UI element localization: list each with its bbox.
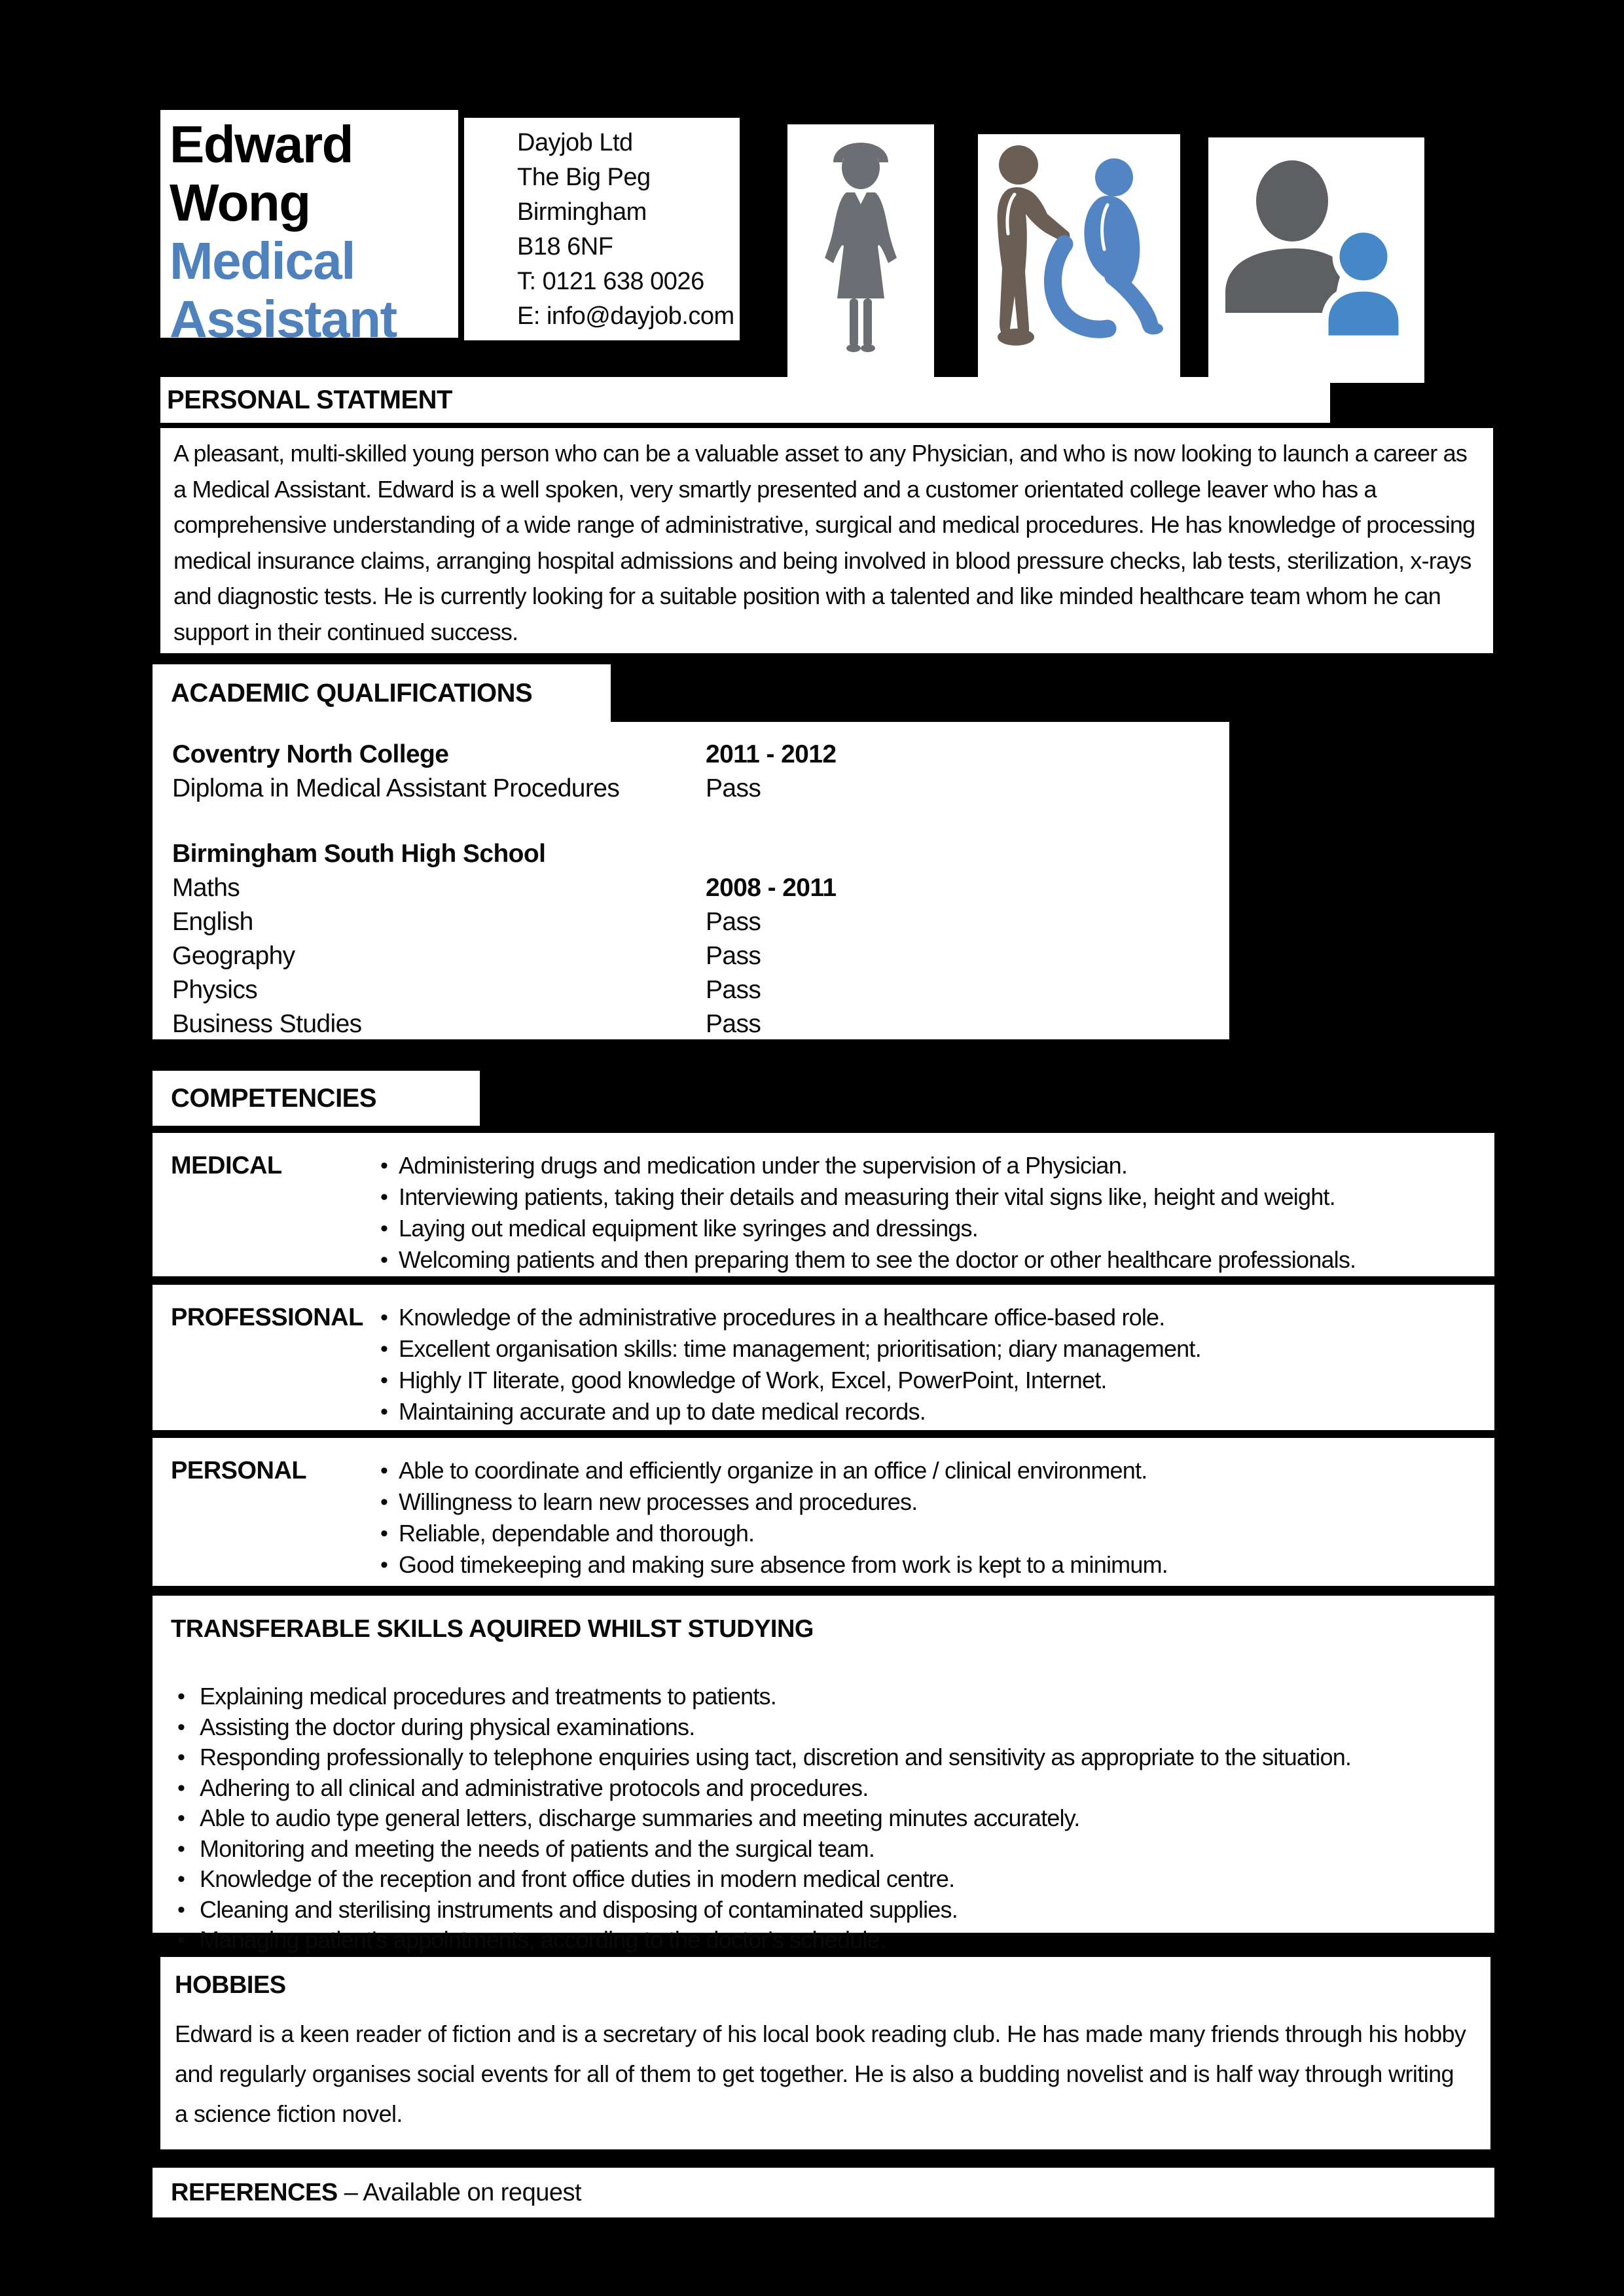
caregiver-wheelchair-icon — [978, 134, 1180, 383]
grade: Pass — [706, 1010, 761, 1038]
bullet-list — [173, 1681, 1494, 1956]
grade: Pass — [706, 976, 761, 1004]
transferable-skills-section — [153, 1596, 1494, 1953]
list-item: • Interviewing patients, taking their details and measuring their vital signs like, height and weight. — [379, 1181, 1494, 1213]
table-row — [172, 837, 1229, 871]
table-row — [172, 772, 1229, 806]
list-item: • Monitoring and meeting the needs of patients and the surgical team. — [173, 1834, 1494, 1865]
table-row — [172, 939, 1229, 973]
contact-company: Dayjob Ltd — [517, 129, 633, 156]
table-row — [172, 973, 1229, 1007]
list-item: • Able to audio type general letters, discharge summaries and meeting minutes accurately. — [173, 1803, 1494, 1834]
qualification-name: Diploma in Medical Assistant Procedures — [172, 774, 620, 802]
subject-name: English — [172, 908, 253, 936]
competency-group-medical — [153, 1133, 1494, 1276]
table-row — [172, 905, 1229, 939]
caregiver-image-box — [978, 134, 1180, 383]
subject-name: Maths — [172, 874, 240, 902]
list-item: • Excellent organisation skills: time management; prioritisation; diary management. — [379, 1333, 1494, 1365]
list-item: • Explaining medical procedures and treatments to patients. — [173, 1681, 1494, 1712]
grade: Pass — [706, 908, 761, 936]
date-range: 2008 - 2011 — [706, 874, 837, 902]
competencies-heading: COMPETENCIES — [171, 1083, 377, 1113]
references-heading: REFERENCES — [171, 2178, 338, 2206]
list-item: • Good timekeeping and making sure absence from work is kept to a minimum. — [379, 1549, 1494, 1581]
list-item: • Laying out medical equipment like syringes and dressings. — [379, 1213, 1494, 1244]
list-item: • Willingness to learn new processes and procedures. — [379, 1486, 1494, 1518]
list-item: • Assisting the doctor during physical examinations. — [173, 1712, 1494, 1743]
grade: Pass — [706, 774, 761, 802]
competency-label: PROFESSIONAL — [171, 1304, 363, 1331]
academic-qualifications-table — [153, 722, 1229, 1039]
table-row — [172, 871, 1229, 905]
bullet-list — [379, 1302, 1494, 1427]
contact-box — [464, 118, 740, 340]
person-name: Edward Wong — [170, 115, 353, 232]
nurse-icon — [787, 124, 934, 377]
date-range — [706, 837, 1229, 871]
nurse-image-box — [787, 124, 934, 377]
institution-name: Birmingham South High School — [172, 840, 546, 868]
personal-statement-body — [160, 428, 1493, 653]
contact-city: Birmingham — [517, 198, 647, 226]
contact-phone: T: 0121 638 0026 — [517, 268, 704, 295]
references-section — [153, 2168, 1494, 2217]
competency-label: PERSONAL — [171, 1457, 307, 1484]
subject-name: Physics — [172, 976, 258, 1004]
list-item: • Adhering to all clinical and administrative protocols and procedures. — [173, 1773, 1494, 1804]
contact-address: The Big Peg — [517, 164, 651, 191]
personal-statement-text: A pleasant, multi-skilled young person who can be a valuable asset to any Physician, and who is now looking to launch a career as a Medical Assistant. Edward is a well spoken, very smartly presented and a customer orientated college leaver who has a comprehensive understanding of a wide range of administrative, surgical and medical procedures. He has knowledge of processing medical insurance claims, arranging hospital admissions and being involved in blood pressure checks, lab tests, sterilization, x-rays and diagnostic tests. He is currently looking for a suitable position with a talented and like minded healthcare team whom he can support in their continued success. — [173, 440, 1475, 645]
competencies-header — [153, 1071, 480, 1126]
hobbies-section — [160, 1957, 1490, 2149]
hobbies-text: Edward is a keen reader of fiction and is a secretary of his local book reading club. He has made many friends through his hobby and regularly organises social events for all of them to get together. He is also a budding novelist and is half way through writing a science fiction novel. — [175, 2020, 1466, 2127]
list-item: • Highly IT literate, good knowledge of Work, Excel, PowerPoint, Internet. — [379, 1365, 1494, 1396]
list-item: • Knowledge of the reception and front office duties in modern medical centre. — [173, 1864, 1494, 1895]
people-image-box — [1208, 137, 1424, 383]
competency-group-professional — [153, 1285, 1494, 1430]
hobbies-heading: HOBBIES — [175, 1971, 286, 1999]
table-row — [172, 738, 1229, 772]
personal-statement-heading: PERSONAL STATMENT — [167, 385, 452, 414]
contact-email: E: info@dayjob.com — [517, 302, 734, 330]
table-row — [172, 1007, 1229, 1041]
subject-name: Geography — [172, 942, 295, 970]
header-divider — [458, 115, 464, 336]
academic-qualifications-heading: ACADEMIC QUALIFICATIONS — [171, 678, 533, 708]
competency-group-personal — [153, 1438, 1494, 1586]
institution-name: Coventry North College — [172, 740, 449, 768]
list-item: • Able to coordinate and efficiently organize in an office / clinical environment. — [379, 1455, 1494, 1486]
list-item: • Managing patient's appointments, according to the doctor's schedule. — [173, 1925, 1494, 1956]
references-text: – Available on request — [344, 2178, 582, 2206]
job-title: Medical Assistant — [170, 232, 397, 348]
subject-name: Business Studies — [172, 1010, 362, 1038]
table-spacer — [172, 806, 1229, 837]
name-box — [160, 110, 458, 348]
date-range: 2011 - 2012 — [706, 740, 837, 768]
competency-label: MEDICAL — [171, 1152, 282, 1179]
transferable-skills-heading: TRANSFERABLE SKILLS AQUIRED WHILST STUDYING — [171, 1615, 814, 1643]
bullet-list — [379, 1455, 1494, 1581]
two-people-icon — [1208, 137, 1424, 383]
list-item: • Reliable, dependable and thorough. — [379, 1518, 1494, 1549]
academic-qualifications-header — [153, 664, 611, 722]
contact-postcode: B18 6NF — [517, 233, 613, 260]
personal-statement-header — [160, 377, 1330, 423]
list-item: • Maintaining accurate and up to date medical records. — [379, 1396, 1494, 1427]
references-line — [171, 2179, 581, 2207]
list-item: • Welcoming patients and then preparing them to see the doctor or other healthcare professionals. — [379, 1244, 1494, 1276]
bullet-list — [379, 1150, 1494, 1276]
list-item: • Cleaning and sterilising instruments and disposing of contaminated supplies. — [173, 1895, 1494, 1926]
list-item: • Responding professionally to telephone enquiries using tact, discretion and sensitivity as appropriate to the situation. — [173, 1742, 1494, 1773]
list-item: • Knowledge of the administrative procedures in a healthcare office-based role. — [379, 1302, 1494, 1333]
list-item: • Administering drugs and medication under the supervision of a Physician. — [379, 1150, 1494, 1181]
grade: Pass — [706, 942, 761, 970]
